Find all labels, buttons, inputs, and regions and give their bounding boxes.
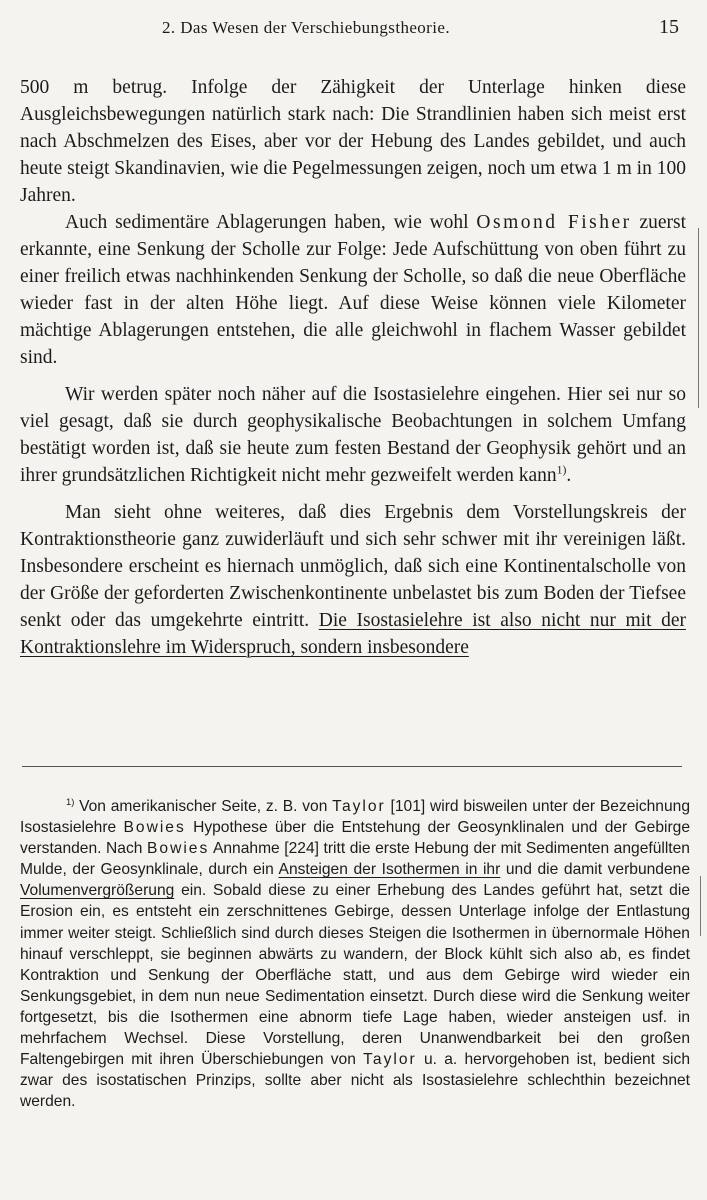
underlined-phrase: Volumenvergrößerung xyxy=(20,882,175,900)
paragraph-2: Auch sedimentäre Ablagerungen haben, wie wohl Osmond Fisher zuerst erkannte, eine Senkung der Scholle zur Folge: Jede Aufschüttung von oben führt zu einer freilich etwas nachhinkenden Senkung der Scholle, so daß die neue Oberfläche wieder fast in der alten Höhe liegt. Auf diese Weise können viele Kilometer mächtige Ablagerungen entstehen, die alle gleichwohl in flachem Wasser gebildet sind. xyxy=(20,212,687,368)
paragraph-1: 500 m betrug. Infolge der Zähigkeit der Unterlage hinken diese Ausgleichsbewegungen natürlich stark nach: Die Strandlinien haben sich meist erst nach Abschmelzen des Eises, aber vor der Hebung des Landes gebildet, und auch heute steigt Skandinavien, wie die Pegelmessungen zeigen, noch um etwa 1 m in 100 Jahren. xyxy=(20,77,686,206)
footnote-marker: 1) xyxy=(66,796,75,807)
margin-pencil-mark xyxy=(700,876,701,936)
author-name-fisher: Osmond Fisher xyxy=(476,212,632,233)
page-number: 15 xyxy=(659,16,679,38)
author-name-taylor: Taylor xyxy=(363,1051,417,1069)
footnote: $^{1)}$ Von amerikanischer Seite, z. B. von Taylor [101] wird bisweilen unter der Bezeichnung Isostasielehre Bowies Hypothese über die Entstehung der Geosynklinalen und der Gebirge verstanden. Nach Bowies Annahme [224] tritt die erste Hebung der mit Sedimenten angefüllten Mulde, der Geosynklinale, durch ein Ansteigen der Isothermen in ihr und die damit verbundene Volumenvergrößerung ein. Sobald diese zu einer Erhebung des Landes geführt hat, setzt die Erosion ein, es entsteht ein zerschnittenes Gebirge, dessen Unterlage infolge der Entlastung immer weiter steigt. Schließlich sind durch dieses Steigen die Isothermen in übernormale Höhen hinauf verschleppt, sie beginnen abwärts zu wandern, der Block kühlt sich also ab, es findet Kontraktion und Senkung der Oberfläche statt, und aus dem Gebirge wird wieder ein Senkungsgebiet, in dem nun neue Sedimentation einsetzt. Durch diese wird die Senkung weiter fortgesetzt, bis die Isothermen eine abnorm tiefe Lage haben, wieder ansteigen usf. in mehrfachem Wechsel. Diese Vorstellung, deren Unanwendbarkeit bei den großen Faltengebirgen mit ihren Überschiebungen von Taylor u. a. hervorgehoben ist, bedient sich zwar des isostatischen Prinzips, sollte aber nicht als Isostasielehre schlechthin bezeichnet werden. xyxy=(20,796,690,1111)
footnote-reference: 1) xyxy=(556,463,567,477)
author-name-bowie: Bowies xyxy=(147,840,210,858)
underlined-passage: Die Isostasielehre ist also nicht nur mit der Kontraktionslehre im Widerspruch, sondern insbesondere xyxy=(20,610,686,658)
footnote-separator xyxy=(22,766,682,767)
margin-pencil-mark xyxy=(698,228,699,408)
chapter-title: 2. Das Wesen der Verschiebungstheorie. xyxy=(162,18,450,37)
running-header xyxy=(0,18,707,48)
paragraph-3: Wir werden später noch näher auf die Isostasielehre eingehen. Hier sei nur so viel gesagt, daß sie durch geophysikalische Beobachtungen in solchem Umfang bestätigt worden ist, daß sie heute zum festen Bestand der Geophysik gehört und an ihrer grundsätzlichen Richtigkeit nicht mehr gezweifelt werden kann$^{1)}$. xyxy=(20,384,686,486)
underlined-phrase: Ansteigen der Isothermen in ihr xyxy=(278,861,501,879)
author-name-taylor: Taylor xyxy=(332,798,386,815)
paragraph-4: Man sieht ohne weiteres, daß dies Ergebnis dem Vorstellungskreis der Kontraktionstheorie ganz zuwiderläuft und sich sehr schwer mit ihr vereinigen läßt. Insbesondere erscheint es hiernach unmöglich, daß sich eine Kontinentalscholle von der Größe der geforderten Zwischenkontinente unbelastet bis zum Boden der Tiefsee senkt oder das umgekehrte eintritt. Die Isostasielehre ist also nicht nur mit der Kontraktionslehre im Widerspruch, sondern insbesondere xyxy=(20,502,686,658)
main-text xyxy=(20,74,686,661)
author-name-bowie: Bowies xyxy=(123,819,186,837)
